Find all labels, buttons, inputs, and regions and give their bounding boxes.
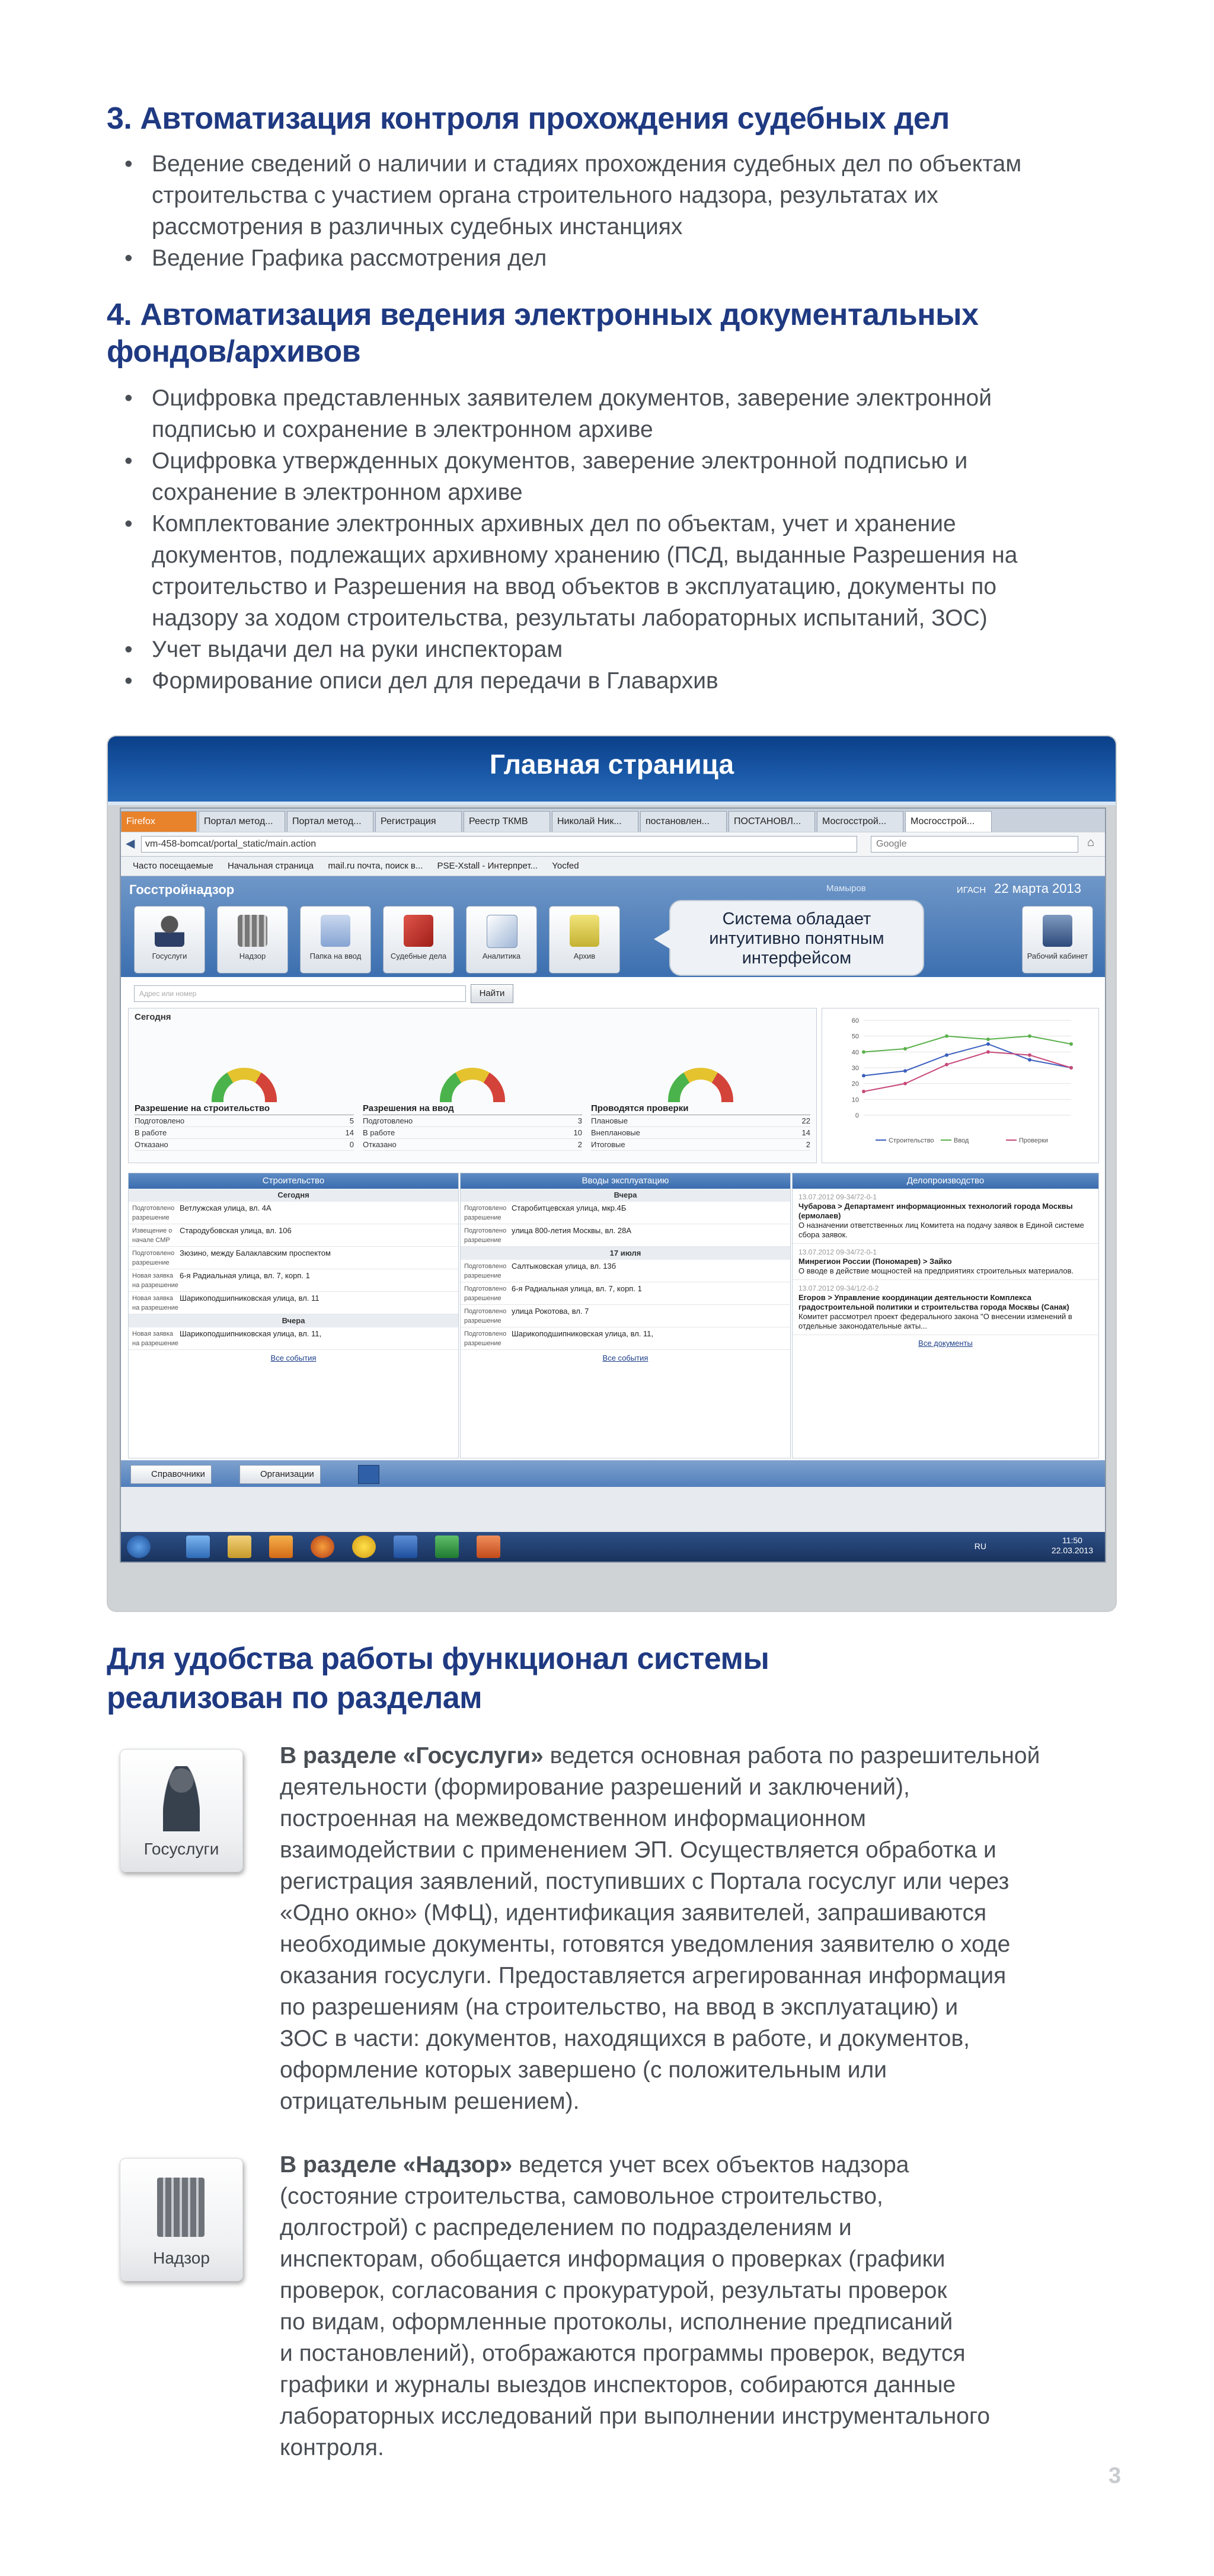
- section3-list: [119, 148, 1138, 274]
- data-point: [945, 1054, 948, 1057]
- browser-menu-button[interactable]: Firefox: [121, 811, 197, 832]
- data-point: [1069, 1066, 1073, 1070]
- calculator-icon: [238, 915, 267, 947]
- powerpoint-icon[interactable]: [477, 1536, 500, 1558]
- firefox-icon[interactable]: [311, 1536, 334, 1558]
- y-tick-label: 20: [851, 1080, 859, 1088]
- all-documents-link[interactable]: Все документы: [918, 1339, 973, 1348]
- table-row[interactable]: Подготовлено разрешение Салтыковская улица, вл. 13б: [461, 1260, 790, 1282]
- y-tick-label: 10: [851, 1096, 859, 1104]
- table-row[interactable]: Извещение о начале СМР Стародубовская улица, вл. 106: [129, 1224, 458, 1247]
- language-indicator[interactable]: RU: [974, 1541, 986, 1551]
- y-tick-label: 60: [851, 1017, 859, 1024]
- column-records: Делопроизводство 13.07.2012 09-34/72-0-1 Чубарова > Департамент информационных технологий города Москвы (ермолаев) О назначении ответственных лиц Комитета на подачу заявок в Единой системе сбора заявок. 13.07.2012 09-34/72-0-1 Минрегион России (Пономарев) > Зайко О вводе в действие мощностей на предприятиях строительных материалов. 13.07.2012 09-34/1/2-0-2 Егоров > Управление координации деятельности Комплекса градостроительной политики и строительства города Москвы (Санак) Комитет рассмотрел проект федерального закона "О внесении изменений в отдельные законодательные акты... Все документы: [792, 1173, 1099, 1458]
- browser-tab[interactable]: Мосгосстрой...: [905, 811, 992, 832]
- gauge-icon: [668, 1068, 733, 1102]
- list-item: • Учет выдачи дел на руки инспекторам: [119, 634, 1138, 665]
- section3-title: 3. Автоматизация контроля прохождения судебных дел: [107, 101, 950, 136]
- data-point: [986, 1038, 990, 1041]
- list-item[interactable]: 13.07.2012 09-34/72-0-1 Чубарова > Департамент информационных технологий города Москвы (ермолаев) О назначении ответственных лиц Комитета на подачу заявок в Единой системе сбора заявок.: [793, 1189, 1098, 1244]
- tile-court-cases[interactable]: Судебные дела: [383, 906, 454, 973]
- table-row[interactable]: Подготовлено разрешение 6-я Радиальная улица, вл. 7, корп. 1: [461, 1282, 790, 1305]
- data-point: [945, 1063, 948, 1067]
- data-point: [862, 1050, 865, 1054]
- stat-block: Проводятся проверки Плановые 22 Внеплановые 14 Итоговые 2: [591, 1103, 810, 1151]
- tile-workspace[interactable]: Рабочий кабинет: [1022, 906, 1093, 973]
- tile-analytics[interactable]: Аналитика: [466, 906, 537, 973]
- gosuslugi-section-icon: Госуслуги: [120, 1749, 243, 1872]
- event-columns: [128, 1173, 1098, 1457]
- today-panel: Сегодня Разрешение на строительство Подготовлено 5 В работе 14 Отказано 0 Разрешения на ввод Подготовлено 3 В работе 10 Отказано 2 Проводятся проверки Плановые 22 Внеплановые 14 Итоговые 2: [128, 1008, 817, 1163]
- data-point: [903, 1069, 907, 1072]
- app-logo: Госстройнадзор: [129, 882, 235, 897]
- callout-bubble: Система обладает интуитивно понятным интерфейсом: [669, 900, 924, 976]
- column-commissioning: Вводы эксплуатацию Вчера Подготовлено разрешение Старобитцевская улица, мкр.4Б Подготовлено разрешение улица 800-летия Москвы, вл. 28А 17 июля Подготовлено разрешение Салтыковская улица, вл. 13б Подготовлено разрешение 6-я Радиальная улица, вл. 7, корп. 1 Подготовлено разрешение улица Рокотова, вл. 7 Подготовлено разрешение Шарикоподшипниковская улица, вл. 11, Все события: [460, 1173, 791, 1458]
- tile-gosuslugi[interactable]: Госуслуги: [134, 906, 205, 973]
- windows-taskbar: [121, 1532, 1105, 1562]
- gauge-icon: [440, 1068, 505, 1102]
- app-footer-toolbar: [121, 1460, 1105, 1487]
- data-point: [903, 1047, 907, 1051]
- page-number: 3: [1108, 2463, 1122, 2488]
- browser-tab[interactable]: Мосгосстрой...: [817, 811, 903, 832]
- address-search-input[interactable]: Адрес или номер: [134, 985, 466, 1002]
- browser-icon[interactable]: [186, 1536, 210, 1558]
- y-tick-label: 40: [851, 1049, 859, 1056]
- browser-tab[interactable]: Николай Ник...: [552, 811, 638, 832]
- bookmarks-bar: [121, 857, 1105, 876]
- info-icon[interactable]: [358, 1465, 379, 1484]
- y-tick-label: 0: [855, 1112, 859, 1119]
- address-bar: [121, 832, 1105, 857]
- data-point: [862, 1090, 865, 1093]
- chat-icon[interactable]: [352, 1536, 376, 1558]
- table-row[interactable]: Подготовлено разрешение Зюзино, между Балаклавским проспектом: [129, 1247, 458, 1269]
- list-item: • Ведение Графика рассмотрения дел: [119, 242, 1138, 274]
- table-row[interactable]: Подготовлено разрешение Старобитцевская улица, мкр.4Б: [461, 1202, 790, 1224]
- mini-chart-svg: [822, 1008, 1098, 1163]
- data-point: [903, 1082, 907, 1086]
- app-header: [121, 876, 1105, 977]
- data-point: [986, 1050, 990, 1054]
- nadzor-description: В разделе «Надзор» ведется учет всех объектов надзора (состояние строительства, самовольное строительство, долгострой) с распределением по подразделениям и инспекторам, обобщается информация о проверках (графики проверок, согласования с прокуратурой, результаты проверок по видам, оформленные протоколы, исполнение предписаний и постановлений), отображаются программы проверок, ведутся графики и журналы выездов инспекторов, собираются данные лабораторных исследований при выполнении инструментального контроля.: [280, 2152, 991, 2460]
- calculator-ruler-icon: [157, 2178, 205, 2237]
- screenshot-header: Главная страница: [108, 736, 1116, 805]
- browser-tab[interactable]: Регистрация: [375, 811, 462, 832]
- folder-icon[interactable]: [228, 1536, 251, 1558]
- tile-archive[interactable]: Архив: [549, 906, 620, 973]
- all-events-link[interactable]: Все события: [602, 1354, 648, 1362]
- data-point: [862, 1074, 865, 1077]
- legend-label: Проверки: [1019, 1137, 1049, 1144]
- organizations-button[interactable]: Организации: [239, 1465, 321, 1484]
- clock: 11:50 22.03.2013: [1051, 1536, 1093, 1555]
- table-row[interactable]: Новая заявка на разрешение Шарикоподшипниковская улица, вл. 11: [129, 1292, 458, 1314]
- start-icon[interactable]: [127, 1536, 151, 1558]
- table-row[interactable]: Новая заявка на разрешение Шарикоподшипниковская улица, вл. 11,: [129, 1327, 458, 1350]
- archive-box-icon: [570, 915, 599, 947]
- section4-title: 4. Автоматизация ведения электронных документальных фондов/архивов: [107, 298, 979, 369]
- browser-tab[interactable]: постановлен...: [640, 811, 727, 832]
- cabinet-icon: [1043, 915, 1072, 947]
- tile-folder-input[interactable]: Папка на ввод: [300, 906, 371, 973]
- gosuslugi-description: В разделе «Госуслуги» ведется основная работа по разрешительной деятельности (формирование разрешений и заключений), построенная на межведомственном информационном взаимодействии с применением ЭП. Осуществляется обработка и регистрация заявлений, поступивших с Портала госуслуг или через «Одно окно» (МФЦ), идентификация заявителей, запрашиваются необходимые документы, готовятся уведомления заявителю о ходе оказания госуслуги. Предоставляется агрегированная информация по разрешениям (на строительство, на ввод в эксплуатацию) и ЗОС в части: документов, находящихся в работе, и документов, оформление которых завершено (с положительным или отрицательным решением).: [280, 1743, 1040, 2114]
- list-item[interactable]: 13.07.2012 09-34/1/2-0-2 Егоров > Управление координации деятельности Комплекса градостроительной политики и строительства города Москвы (Санак) Комитет рассмотрел проект федерального закона "О внесении изменений в отдельные законодательные акты...: [793, 1280, 1098, 1335]
- excel-icon[interactable]: [435, 1536, 459, 1558]
- bookmark[interactable]: Yocfed: [552, 861, 579, 871]
- book-icon: [404, 915, 433, 947]
- legend-label: Строительство: [889, 1137, 934, 1144]
- home-icon[interactable]: ⌂: [1087, 836, 1095, 849]
- data-point: [1069, 1042, 1073, 1046]
- browser-tab[interactable]: Реестр ТКМВ: [464, 811, 550, 832]
- stat-block: Разрешение на строительство Подготовлено 5 В работе 14 Отказано 0: [135, 1103, 354, 1151]
- data-point: [1028, 1035, 1031, 1038]
- y-tick-label: 50: [851, 1033, 859, 1040]
- tile-nadzor[interactable]: Надзор: [217, 906, 288, 973]
- browser-tab[interactable]: Портал метод...: [287, 811, 373, 832]
- nadzor-section-icon: Надзор: [120, 2158, 243, 2281]
- stat-block: Разрешения на ввод Подготовлено 3 В работе 10 Отказано 2: [363, 1103, 582, 1151]
- list-item: • Оцифровка представленных заявителем документов, заверение электронной подписью и сохранение в электронном архиве: [119, 382, 1138, 445]
- all-events-link[interactable]: Все события: [270, 1354, 317, 1362]
- official-person-icon: [163, 1766, 200, 1831]
- list-item: • Комплектование электронных архивных дел по объектам, учет и хранение документов, подлежащих архивному хранению (ПСД, выданные Разрешения на строительство и Разрешения на ввод объектов в эксплуатацию, документы по надзору за ходом строительства, результаты лабораторных испытаний, ЗОС): [119, 508, 1138, 634]
- bookmark[interactable]: mail.ru почта, поиск в...: [328, 861, 423, 871]
- table-row[interactable]: Новая заявка на разрешение 6-я Радиальная улица, вл. 7, корп. 1: [129, 1269, 458, 1292]
- section4-list: [119, 382, 1138, 697]
- find-button[interactable]: Найти: [471, 984, 513, 1003]
- sections-heading: Для удобства работы функционал системы реализован по разделам: [107, 1642, 769, 1715]
- bookmark[interactable]: Часто посещаемые: [133, 861, 213, 871]
- current-date: ИГАСН 22 марта 2013: [956, 881, 1081, 896]
- column-construction: Строительство Сегодня Подготовлено разрешение Ветлужская улица, вл. 4А Извещение о начале СМР Стародубовская улица, вл. 106 Подготовлено разрешение Зюзино, между Балаклавским проспектом Новая заявка на разрешение 6-я Радиальная улица, вл. 7, корп. 1 Новая заявка на разрешение Шарикоподшипниковская улица, вл. 11 Вчера Новая заявка на разрешение Шарикоподшипниковская улица, вл. 11, Все события: [128, 1173, 459, 1458]
- data-point: [1028, 1054, 1031, 1057]
- table-row[interactable]: Подготовлено разрешение Ветлужская улица, вл. 4А: [129, 1202, 458, 1224]
- series-line: [864, 1044, 1071, 1075]
- list-item: • Формирование описи дел для передачи в Главархив: [119, 665, 1138, 697]
- browser-window: [120, 807, 1106, 1563]
- gauge-icon: [212, 1068, 277, 1102]
- system-screenshot: [108, 736, 1116, 1611]
- current-user[interactable]: Мамыров: [826, 883, 866, 893]
- table-row[interactable]: Подготовлено разрешение улица Рокотова, вл. 7: [461, 1305, 790, 1327]
- data-point: [945, 1035, 948, 1038]
- word-icon[interactable]: [394, 1536, 417, 1558]
- app-window: [121, 876, 1105, 1487]
- list-item[interactable]: 13.07.2012 09-34/72-0-1 Минрегион России (Пономарев) > Зайко О вводе в действие мощностей на предприятиях строительных материалов.: [793, 1244, 1098, 1280]
- mini-chart: [822, 1008, 1099, 1163]
- chart-icon: [487, 915, 517, 948]
- list-item: • Ведение сведений о наличии и стадиях прохождения судебных дел по объектам строительства с участием органа строительного надзора, результатах их рассмотрения в различных судебных инстанциях: [119, 148, 1138, 242]
- list-item: • Оцифровка утвержденных документов, заверение электронной подписью и сохранение в электронном архиве: [119, 445, 1138, 508]
- bookmark[interactable]: PSE-Xstall - Интерпрет...: [437, 861, 538, 871]
- table-row[interactable]: Подготовлено разрешение Шарикоподшипниковская улица, вл. 11,: [461, 1327, 790, 1350]
- person-icon: [155, 915, 184, 947]
- browser-tab[interactable]: Портал метод...: [199, 811, 285, 832]
- data-point: [1028, 1058, 1031, 1062]
- media-icon[interactable]: [269, 1536, 293, 1558]
- table-row[interactable]: Подготовлено разрешение улица 800-летия Москвы, вл. 28А: [461, 1224, 790, 1247]
- browser-tab[interactable]: ПОСТАНОВЛ...: [729, 811, 815, 832]
- browser-search-input[interactable]: Google: [871, 836, 1078, 853]
- legend-label: Ввод: [954, 1137, 969, 1144]
- browser-tabs: [121, 809, 1105, 832]
- bookmark[interactable]: Начальная страница: [228, 861, 314, 871]
- document-icon: [321, 915, 350, 947]
- data-point: [986, 1042, 990, 1046]
- back-arrow-icon[interactable]: ◀: [126, 837, 135, 850]
- y-tick-label: 30: [851, 1065, 859, 1072]
- directories-button[interactable]: Справочники: [130, 1465, 212, 1484]
- url-input[interactable]: vm-458-bomcat/portal_static/main.action: [141, 836, 857, 853]
